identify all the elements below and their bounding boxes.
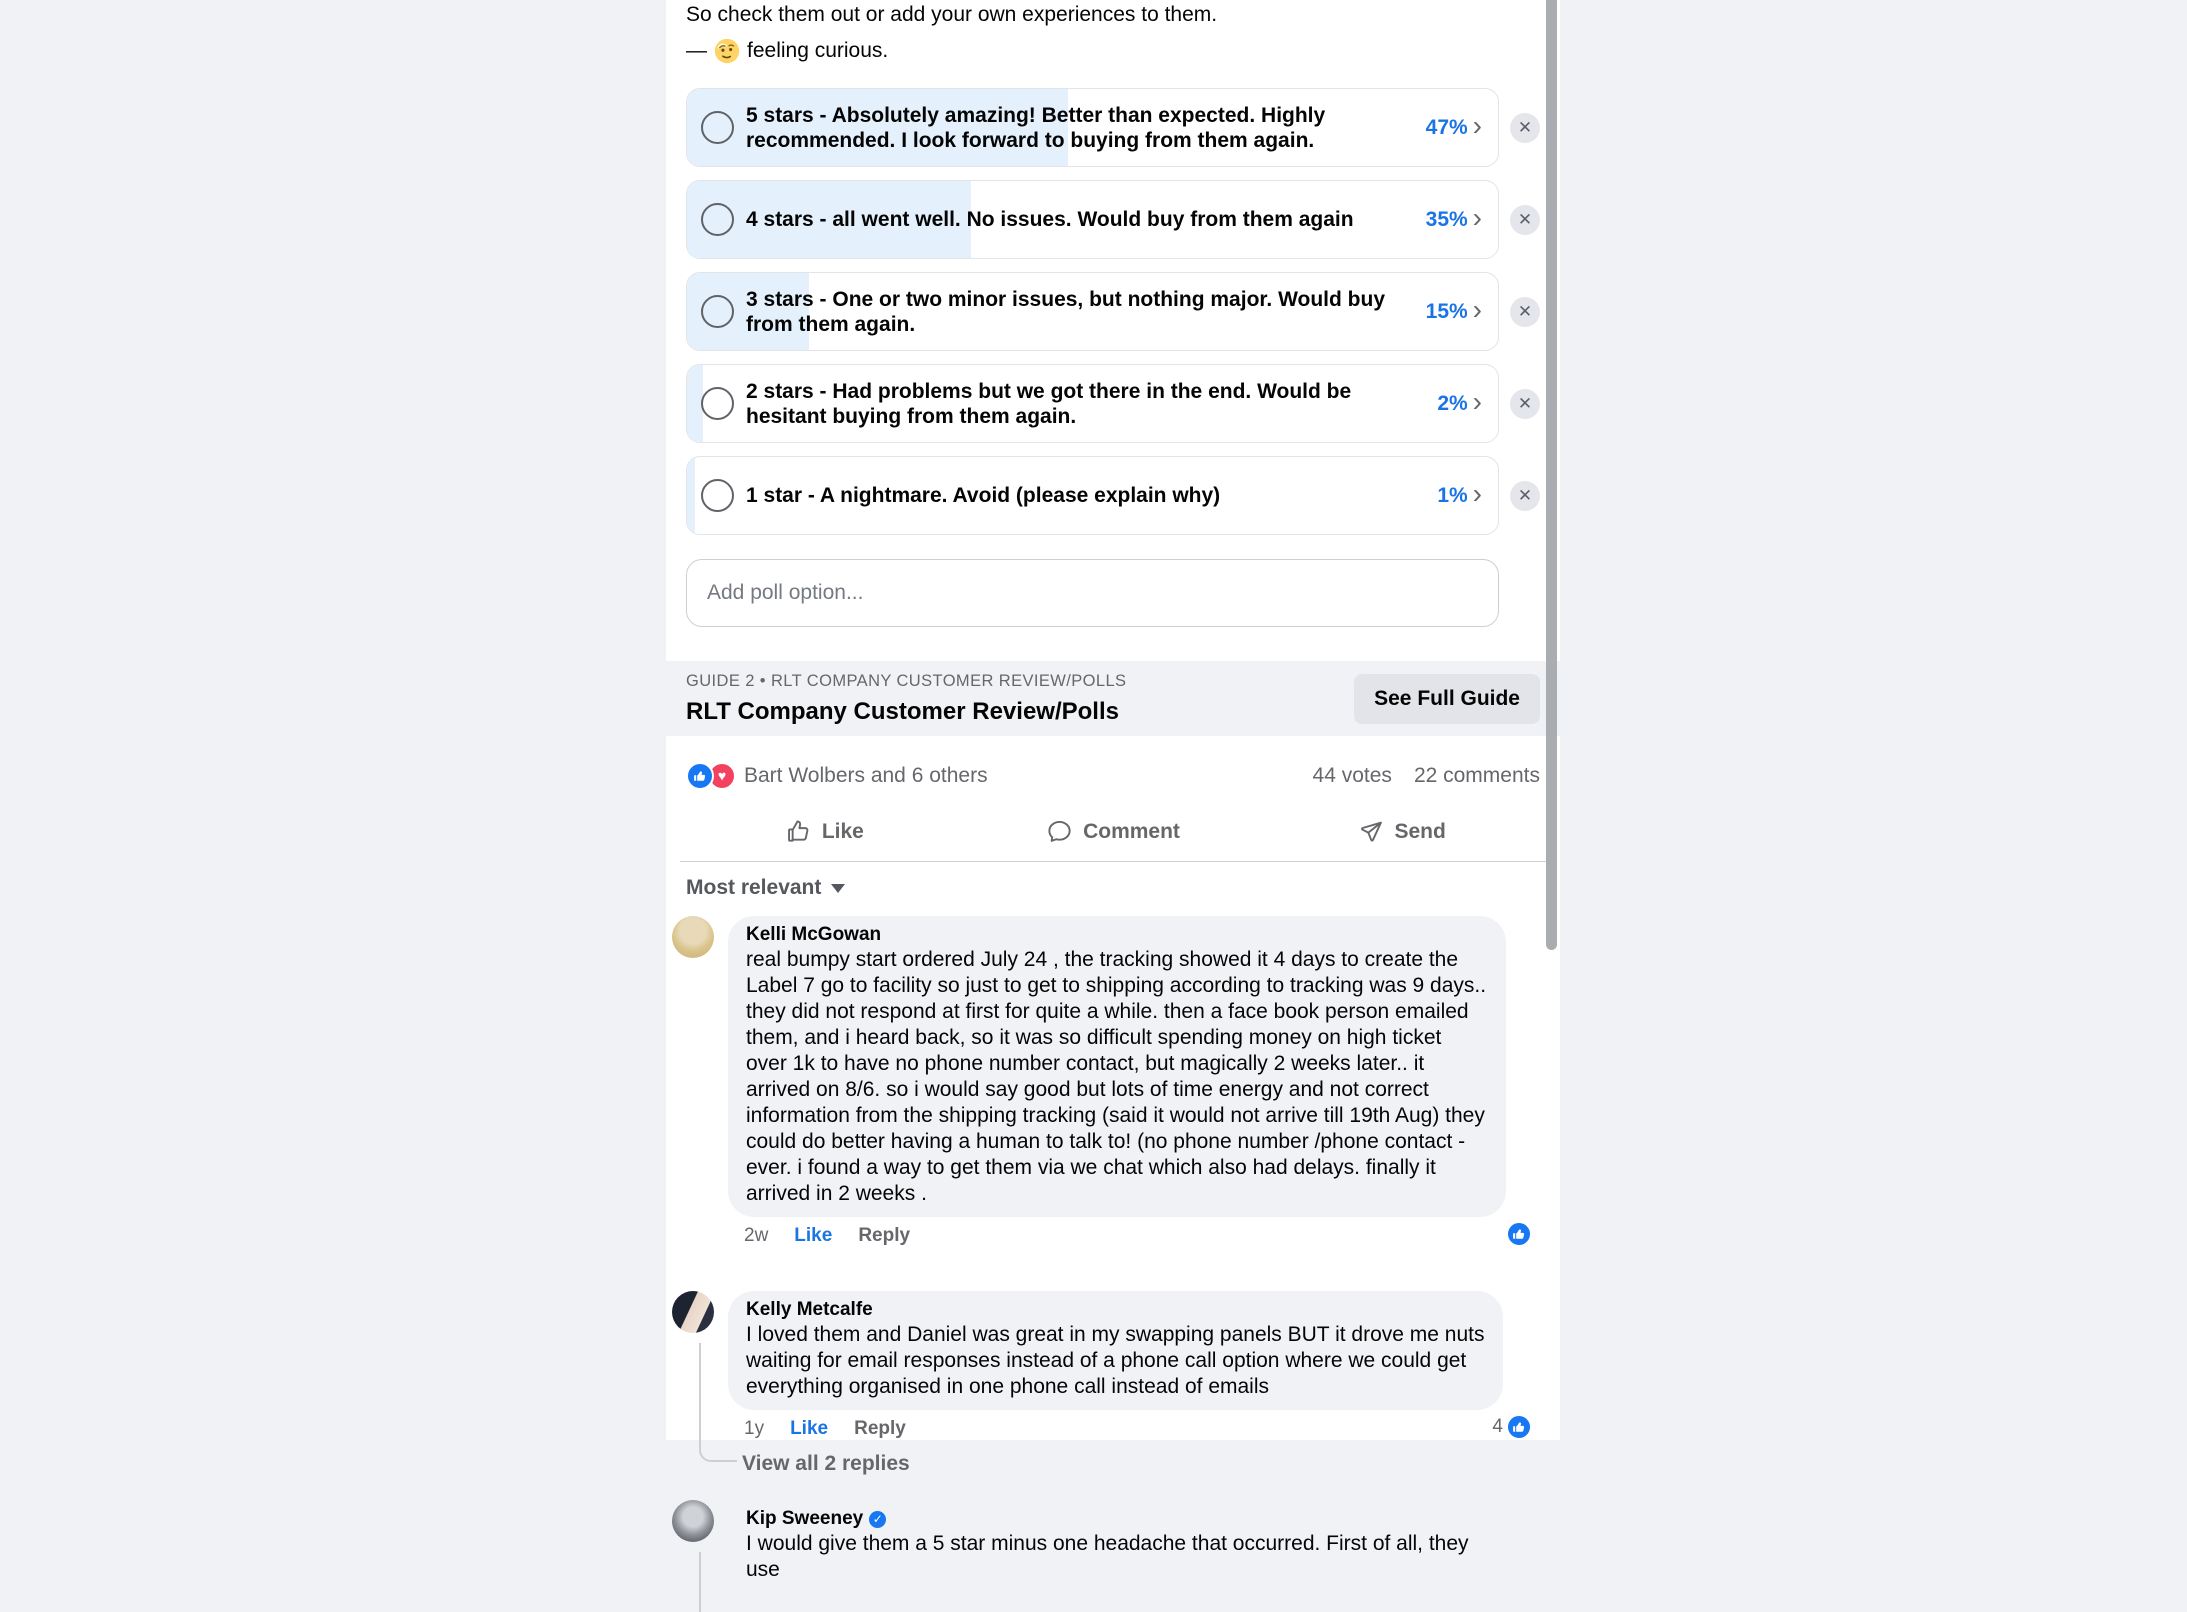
poll-percent: 47% bbox=[1425, 115, 1468, 139]
comments-count[interactable]: 22 comments bbox=[1413, 764, 1540, 787]
radio-button[interactable] bbox=[701, 111, 734, 144]
comment-like-link[interactable]: Like bbox=[790, 1418, 829, 1439]
poll-option-label: 3 stars - One or two minor issues, but nothing major. Would buy from them again. bbox=[746, 287, 1386, 336]
social-summary bbox=[666, 762, 1560, 790]
love-reaction-icon[interactable]: ♥ bbox=[708, 762, 736, 790]
post-text: So check them out or add your own experiences to them. bbox=[686, 3, 1218, 26]
chevron-right-icon[interactable]: › bbox=[1472, 201, 1482, 233]
remove-option-button[interactable]: ✕ bbox=[1510, 389, 1540, 419]
reaction-count: 4 bbox=[1492, 1416, 1503, 1437]
poll-option-row bbox=[686, 364, 1540, 443]
comment-bubble bbox=[728, 1291, 1503, 1410]
like-button[interactable]: Like bbox=[680, 812, 969, 851]
thumb-reaction-badge-icon bbox=[1506, 1221, 1532, 1247]
comment-reply-link[interactable]: Reply bbox=[858, 1225, 911, 1246]
poll-option-label: 2 stars - Had problems but we got there in the end. Would be hesitant buying from them again. bbox=[746, 379, 1352, 428]
scrollbar[interactable] bbox=[1546, 0, 1557, 950]
comment-like-link[interactable]: Like bbox=[794, 1225, 833, 1246]
comment-bubble bbox=[728, 916, 1506, 1217]
comment-sort-dropdown[interactable]: Most relevant bbox=[666, 876, 865, 900]
add-poll-option-input[interactable]: Add poll option... bbox=[686, 559, 1499, 627]
chevron-right-icon[interactable]: › bbox=[1472, 293, 1482, 325]
poll-option-1-star[interactable] bbox=[686, 456, 1499, 535]
caret-down-icon bbox=[831, 884, 845, 893]
chevron-right-icon[interactable]: › bbox=[1472, 477, 1482, 509]
poll-option-row bbox=[686, 272, 1540, 351]
poll-percent: 15% bbox=[1425, 299, 1468, 323]
comment-kelli-mcgowan bbox=[672, 916, 1506, 1249]
comment-text: real bumpy start ordered July 24 , the tracking showed it 4 days to create the Label 7 go to facility so just to get to shipping according to tracking was 9 days.. they did not respond at first for quite a while. then a face book person emailed them, and i heard back, so it was so difficult spending money on high ticket over 1k to have no phone number contact, but magically 2 weeks later.. it arrived on 8/6. so i would say good but lots of time energy and not correct information from the shipping tracking (said it would not arrive till 19th Aug) they could do better having a human to talk to! (no phone number /phone contact - ever. i found a way to get them via we chat which also had delays. finally it arrived in 2 weeks . bbox=[746, 948, 1487, 1205]
chevron-right-icon[interactable]: › bbox=[1472, 109, 1482, 141]
send-button[interactable]: Send bbox=[1257, 812, 1546, 851]
like-reaction-icon[interactable] bbox=[686, 762, 714, 790]
comment-text: I loved them and Daniel was great in my swapping panels BUT it drove me nuts waiting for email responses instead of a phone call option where we could get everything organised in one phone call instead of emails bbox=[746, 1323, 1485, 1398]
poll-option-label: 4 stars - all went well. No issues. Would buy from them again bbox=[746, 208, 1354, 231]
feeling-status bbox=[686, 38, 1540, 64]
radio-button[interactable] bbox=[701, 295, 734, 328]
add-option-row bbox=[686, 548, 1540, 627]
poll-option-2-stars[interactable] bbox=[686, 364, 1499, 443]
comment-footer bbox=[744, 1416, 1506, 1442]
votes-count[interactable]: 44 votes bbox=[1312, 764, 1392, 787]
poll-option-label: 1 star - A nightmare. Avoid (please explain why) bbox=[746, 484, 1221, 507]
avatar[interactable] bbox=[672, 916, 714, 958]
post-card bbox=[666, 0, 1560, 1581]
remove-option-button[interactable]: ✕ bbox=[1510, 481, 1540, 511]
remove-option-button[interactable]: ✕ bbox=[1510, 113, 1540, 143]
post-actions bbox=[680, 804, 1546, 862]
comment-footer bbox=[744, 1223, 1506, 1249]
radio-button[interactable] bbox=[701, 203, 734, 236]
feeling-text: feeling curious. bbox=[747, 39, 889, 62]
em-dash: — bbox=[686, 39, 707, 62]
reply-thread-line bbox=[699, 1552, 701, 1612]
thumb-reaction-badge-icon bbox=[1506, 1414, 1532, 1440]
comment-reactions[interactable] bbox=[1492, 1414, 1532, 1440]
comment-bubble-icon bbox=[1046, 818, 1073, 845]
commenter-name[interactable]: Kip Sweeney ✓ bbox=[746, 1508, 1488, 1530]
view-all-replies-link[interactable]: View all 2 replies bbox=[742, 1452, 910, 1475]
comment-time[interactable]: 2w bbox=[744, 1225, 769, 1246]
poll-option-label: 5 stars - Absolutely amazing! Better than expected. Highly recommended. I look forward to buying from them again. bbox=[746, 103, 1326, 152]
curious-emoji-icon bbox=[714, 38, 740, 64]
commenter-name[interactable]: Kelly Metcalfe bbox=[746, 1299, 873, 1320]
thumbs-up-icon bbox=[785, 818, 812, 845]
avatar[interactable] bbox=[672, 1291, 714, 1333]
comment-text: I would give them a 5 star minus one headache that occurred. First of all, they use bbox=[746, 1532, 1469, 1581]
poll-option-5-stars[interactable] bbox=[686, 88, 1499, 167]
poll-option-row bbox=[686, 180, 1540, 259]
comments-section bbox=[666, 900, 1560, 1593]
send-plane-icon bbox=[1358, 818, 1385, 845]
poll bbox=[686, 88, 1540, 627]
guide-kicker: GUIDE 2 • RLT COMPANY CUSTOMER REVIEW/POLLS bbox=[686, 671, 1127, 690]
guide-banner bbox=[666, 661, 1560, 736]
comment-kip-sweeney bbox=[672, 1500, 1506, 1593]
reactors-text[interactable]: Bart Wolbers and 6 others bbox=[744, 764, 988, 787]
remove-option-button[interactable]: ✕ bbox=[1510, 205, 1540, 235]
radio-button[interactable] bbox=[701, 387, 734, 420]
poll-option-row bbox=[686, 88, 1540, 167]
comment-reply-link[interactable]: Reply bbox=[854, 1418, 906, 1439]
poll-percent: 35% bbox=[1425, 207, 1468, 231]
poll-percent: 1% bbox=[1437, 483, 1468, 507]
comment-time[interactable]: 1y bbox=[744, 1418, 765, 1439]
see-full-guide-button[interactable]: See Full Guide bbox=[1354, 674, 1540, 724]
comment-bubble bbox=[728, 1500, 1506, 1593]
guide-title: RLT Company Customer Review/Polls bbox=[686, 697, 1119, 725]
radio-button[interactable] bbox=[701, 479, 734, 512]
avatar[interactable] bbox=[672, 1500, 714, 1542]
remove-option-button[interactable]: ✕ bbox=[1510, 297, 1540, 327]
poll-option-4-stars[interactable] bbox=[686, 180, 1499, 259]
poll-percent: 2% bbox=[1437, 391, 1468, 415]
commenter-name[interactable]: Kelli McGowan bbox=[746, 924, 882, 945]
comment-button[interactable]: Comment bbox=[969, 812, 1258, 851]
poll-option-3-stars[interactable] bbox=[686, 272, 1499, 351]
poll-option-row bbox=[686, 456, 1540, 535]
comment-reactions[interactable] bbox=[1506, 1221, 1532, 1247]
chevron-right-icon[interactable]: › bbox=[1472, 385, 1482, 417]
verified-badge-icon: ✓ bbox=[869, 1511, 886, 1528]
comment-kelly-metcalfe bbox=[672, 1291, 1506, 1476]
